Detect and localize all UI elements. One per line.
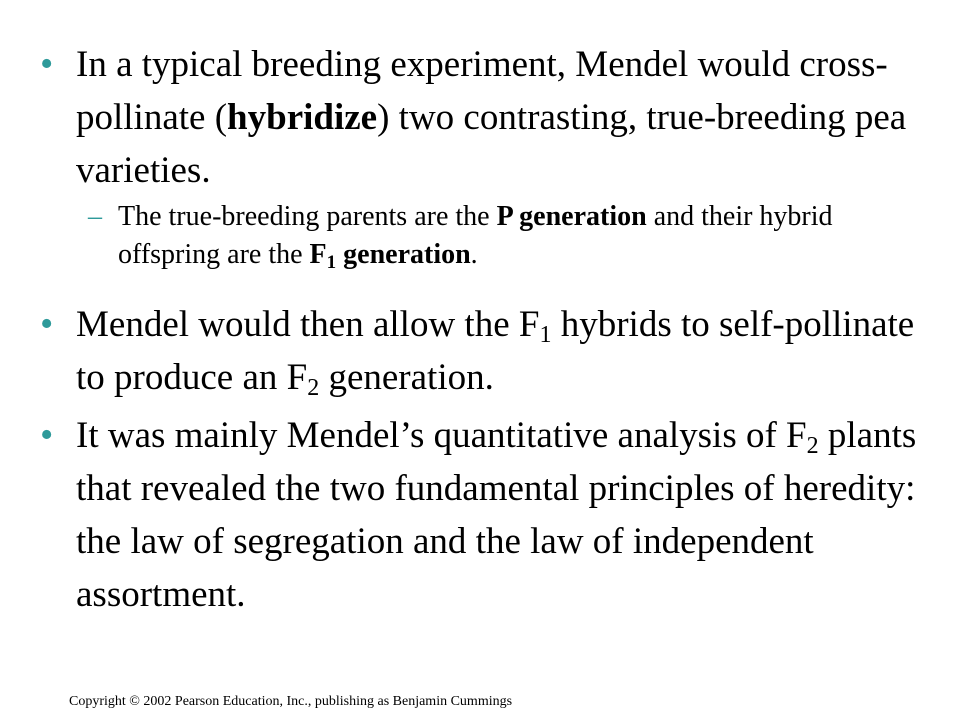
text-run: F — [309, 239, 327, 270]
bullet-marker: • — [40, 303, 54, 345]
copyright-footer: Copyright © 2002 Pearson Education, Inc., publishing as Benjamin Cummings — [69, 694, 513, 709]
bullet-3-text — [76, 409, 920, 621]
bullet-3 — [40, 409, 920, 621]
text-run: generation. — [319, 357, 494, 398]
text-run: ) two contrasting, true-breeding pea varieties. — [76, 97, 907, 191]
bold-term-hybridize: hybridize — [227, 97, 378, 138]
subbullet-1 — [88, 198, 908, 274]
text-run: The true-breeding parents are the — [118, 201, 497, 232]
subscript: 1 — [539, 322, 552, 348]
text-run: . — [470, 239, 478, 270]
bullet-2-text — [76, 298, 920, 404]
bold-term-p-generation: P generation — [496, 201, 647, 232]
bullet-marker: • — [40, 43, 54, 85]
text-run: hybrids to self-pollinate to produce an F — [76, 304, 915, 398]
text-run: generation — [336, 239, 471, 270]
subbullet-marker: – — [88, 201, 102, 232]
text-run: Mendel would then allow the F — [76, 304, 540, 345]
bullet-marker: • — [40, 414, 54, 456]
subbullet-1-text — [118, 198, 908, 274]
bold-term-f1-generation — [309, 239, 471, 273]
bullet-1 — [40, 38, 920, 197]
subscript: 2 — [806, 433, 819, 459]
text-run: and their hybrid offspring are the — [118, 201, 833, 270]
bullet-1-text — [76, 38, 920, 197]
text-run: In a typical breeding experiment, Mendel would cross-pollinate ( — [76, 44, 888, 138]
text-run: plants that revealed the two fundamental principles of heredity: the law of segregation and the law of independent assortment. — [76, 415, 917, 615]
bullet-2 — [40, 298, 920, 404]
subscript: 1 — [326, 252, 337, 273]
subscript: 2 — [307, 375, 320, 401]
text-run: It was mainly Mendel’s quantitative analysis of F — [76, 415, 807, 456]
